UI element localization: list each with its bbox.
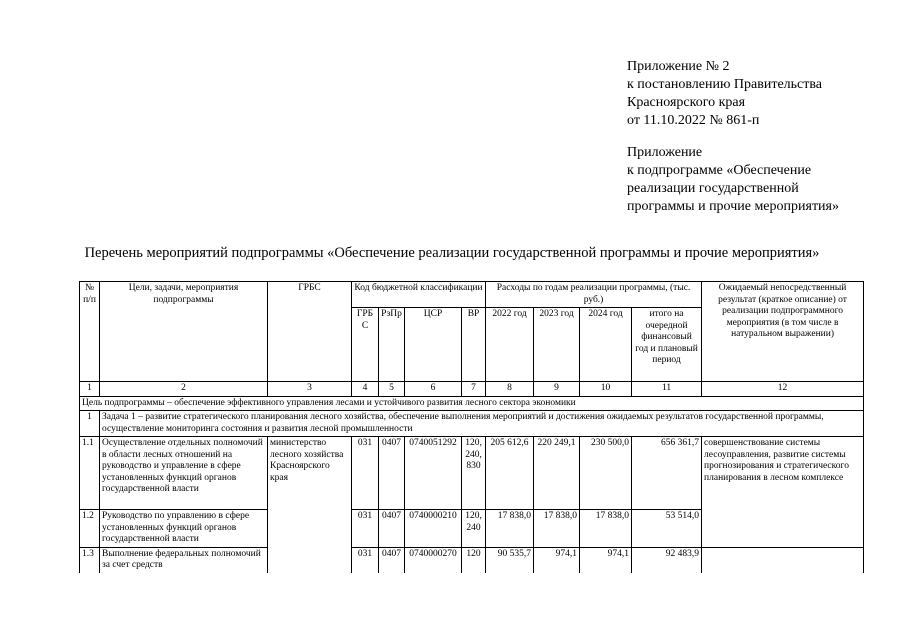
row-csr: 0740000210	[405, 510, 462, 548]
goal-row	[80, 396, 864, 411]
task-row	[80, 411, 864, 437]
row-total: 92 483,9	[632, 547, 702, 573]
appendix-line: реализации государственной	[627, 181, 799, 196]
row-vr: 120, 240, 830	[462, 437, 486, 510]
row-grbs-code: 031	[352, 510, 379, 548]
subheader-rzpr: РзПр	[379, 308, 405, 382]
document-title: Перечень мероприятий подпрограммы «Обеспечение реализации государственной программы и прочие мероприятия»	[84, 245, 820, 261]
subheader-2024: 2024 год	[580, 308, 632, 382]
column-number: 9	[534, 382, 580, 397]
row-csr: 0740000270	[405, 547, 462, 573]
subheader-vr: ВР	[462, 308, 486, 382]
row-2022: 205 612,6	[486, 437, 534, 510]
row-vr: 120	[462, 547, 486, 573]
column-number: 3	[268, 382, 352, 397]
column-number: 8	[486, 382, 534, 397]
column-number: 4	[352, 382, 379, 397]
column-number: 12	[702, 382, 864, 397]
row-grbs-code: 031	[352, 437, 379, 510]
subheader-total: итого на очередной финансовый год и плановый период	[632, 308, 702, 382]
row-num: 1.1	[80, 437, 100, 510]
row-2023: 974,1	[534, 547, 580, 573]
column-numbers-row	[80, 382, 864, 397]
task-num: 1	[80, 411, 100, 437]
row-total: 53 514,0	[632, 510, 702, 548]
row-rzpr: 0407	[379, 510, 405, 548]
header-grbs: ГРБС	[268, 282, 352, 382]
appendix-line: Красноярского края	[627, 95, 746, 110]
row-name: Осуществление отдельных полномочий в области лесных отношений на руководство и управление в сфере установленных функций органов государственной власти	[100, 437, 268, 510]
column-number: 11	[632, 382, 702, 397]
row-2022: 17 838,0	[486, 510, 534, 548]
table-row	[80, 547, 864, 573]
row-result-empty	[702, 547, 864, 573]
header-expenses: Расходы по годам реализации программы, (тыс. руб.)	[486, 282, 702, 308]
header-goals: Цели, задачи, мероприятия подпрограммы	[100, 282, 268, 382]
column-number: 10	[580, 382, 632, 397]
appendix-line: от 11.10.2022 № 861-п	[627, 113, 760, 128]
subheader-grbs: ГРБС	[352, 308, 379, 382]
column-number: 1	[80, 382, 100, 397]
appendix-line: к подпрограмме «Обеспечение	[627, 163, 812, 178]
column-number: 7	[462, 382, 486, 397]
appendix-resolution-block	[627, 58, 822, 130]
row-rzpr: 0407	[379, 437, 405, 510]
row-num: 1.3	[80, 547, 100, 573]
row-rzpr: 0407	[379, 547, 405, 573]
row-grbs-code: 031	[352, 547, 379, 573]
row-name: Руководство по управлению в сфере установленных функций органов государственной власти	[100, 510, 268, 548]
row-2024: 974,1	[580, 547, 632, 573]
row-2024: 17 838,0	[580, 510, 632, 548]
row-name: Выполнение федеральных полномочий за счет средств	[100, 547, 268, 573]
row-vr: 120, 240	[462, 510, 486, 548]
row-2024: 230 500,0	[580, 437, 632, 510]
row-2023: 220 249,1	[534, 437, 580, 510]
subheader-csr: ЦСР	[405, 308, 462, 382]
column-number: 5	[379, 382, 405, 397]
task-text: Задача 1 – развитие стратегического планирования лесного хозяйства, обеспечение выполнения мероприятий и достижения ожидаемых результатов государственной программы, осуществление мониторинга состояния и развития лесной промышленности	[100, 411, 864, 437]
header-result: Ожидаемый непосредственный результат (краткое описание) от реализации подпрограммного мероприятия (в том числе в натуральном выражении)	[702, 282, 864, 382]
row-csr: 0740051292	[405, 437, 462, 510]
appendix-line: Приложение	[627, 145, 703, 160]
column-number: 2	[100, 382, 268, 397]
activities-table	[79, 281, 864, 573]
row-total: 656 361,7	[632, 437, 702, 510]
appendix-subprogram-block	[627, 144, 839, 216]
row-2022: 90 535,7	[486, 547, 534, 573]
appendix-line: Приложение № 2	[627, 59, 730, 74]
row-result: совершенствование системы лесоуправления, развитие системы прогнозирования и стратегического планирования в лесном комплексе	[702, 437, 864, 548]
appendix-line: к постановлению Правительства	[627, 77, 823, 92]
column-number: 6	[405, 382, 462, 397]
subheader-2022: 2022 год	[486, 308, 534, 382]
table-header-row	[80, 282, 864, 308]
table-row	[80, 437, 864, 510]
goal-text: Цель подпрограммы – обеспечение эффективного управления лесами и устойчивого развития лесного сектора экономики	[80, 396, 864, 411]
header-budget-code: Код бюджетной классификации	[352, 282, 486, 308]
row-num: 1.2	[80, 510, 100, 548]
subheader-2023: 2023 год	[534, 308, 580, 382]
appendix-line: программы и прочие мероприятия»	[627, 199, 839, 214]
row-grbs-name: министерство лесного хозяйства Красноярского края	[268, 437, 352, 573]
header-num: № п/п	[80, 282, 100, 382]
row-2023: 17 838,0	[534, 510, 580, 548]
